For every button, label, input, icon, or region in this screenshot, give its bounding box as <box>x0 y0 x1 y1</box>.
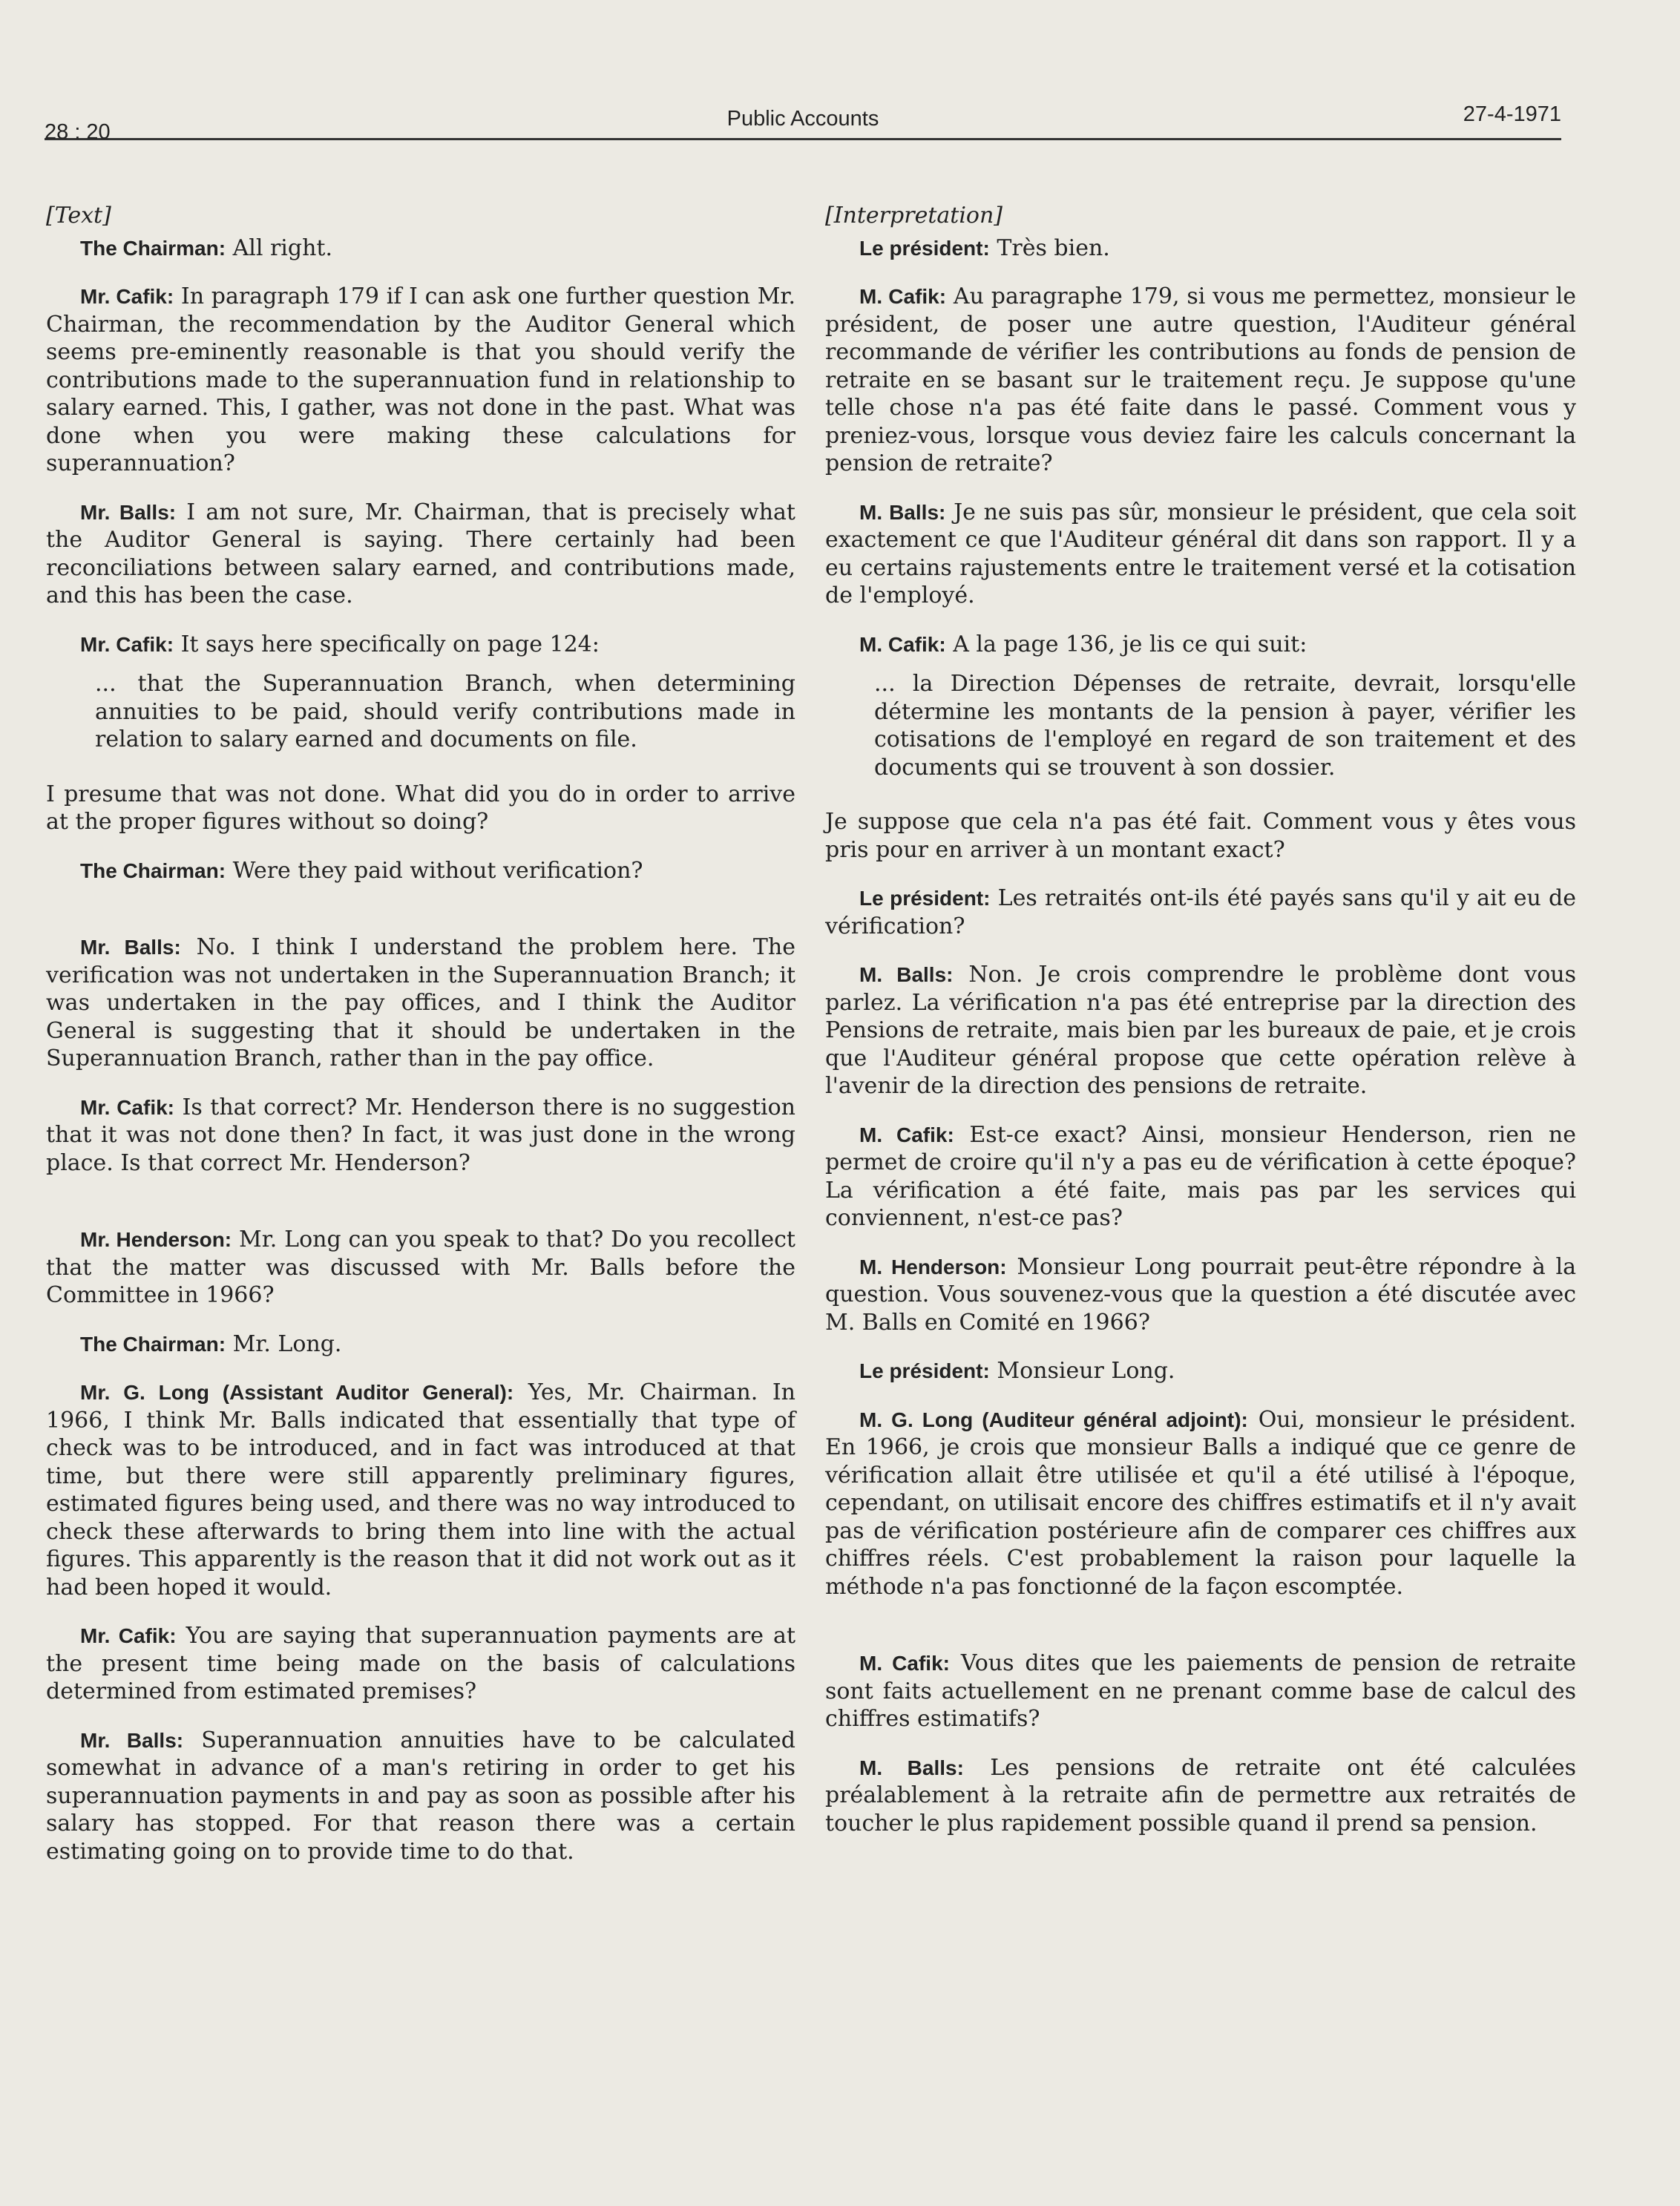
paragraph <box>825 283 1576 478</box>
english-column <box>46 202 795 1886</box>
speech-text: A la page 136, je lis ce qui suit: <box>953 631 1307 657</box>
speech-text: All right. <box>232 234 333 261</box>
language-marker: [Text] <box>46 203 111 229</box>
speech-text: In paragraph 179 if I can ask one further question Mr. Chairman, the recommendation by the Auditor General which seems pre-eminently reasonable is that you should verify the contributions made to the superannuation fund in relationship to salary earned. This, I gather, was not done in the past. What was done when you were making these calculations for superannuation? <box>46 283 795 476</box>
speaker-name: Mr. Balls: <box>80 1728 184 1752</box>
paragraph <box>825 1357 1576 1385</box>
speaker-name: Le président: <box>859 236 990 260</box>
paragraph <box>825 1253 1576 1337</box>
speech-text: Is that correct? Mr. Henderson there is no suggestion that it was not done then? In fact, it was just done in the wrong place. Is that correct Mr. Henderson? <box>46 1094 795 1176</box>
paragraph <box>46 781 795 836</box>
speech-text: Oui, monsieur le président. En 1966, je crois que monsieur Balls a indiqué que ce genre de vérification allait être utilisée et qu'il a été utilisé à l'époque, cependant, on utilisait encore des chiffres estimatifs et il n'y avait pas de vérification postérieure afin de comparer ces chiffres aux chiffres réels. C'est probablement la raison pour laquelle la méthode n'a pas fonctionné de la façon escomptée. <box>825 1406 1576 1600</box>
speech-text: Au paragraphe 179, si vous me permettez, monsieur le président, de poser une autre question, l'Auditeur général recommande de vérifier les contributions au fonds de pension de retraite en se basant sur le traitement reçu. Je suppose qu'une telle chose n'a pas été faite dans le passé. Comment vous y preniez-vous, lorsque vous deviez faire les calculs concernant la pension de retraite? <box>825 283 1576 476</box>
speech-text: Mr. Long. <box>232 1330 342 1357</box>
speaker-name: The Chairman: <box>80 859 226 882</box>
speaker-name: M. Cafik: <box>859 1652 950 1675</box>
speech-text: Mr. Long can you speak to that? Do you recollect that the matter was discussed with Mr. Balls before the Committee in 1966? <box>46 1227 795 1308</box>
speech-text: Je ne suis pas sûr, monsieur le président, que cela soit exactement ce que l'Auditeur général dit dans son rapport. Il y a eu certains rajustements entre le traitement versé et la cotisation de l'employé. <box>825 499 1576 608</box>
speaker-name: Mr. Cafik: <box>80 632 174 656</box>
block-quote: ... la Direction Dépenses de retraite, devrait, lorsqu'elle détermine les montants de la pension à payer, vérifier les cotisations de l'employé en regard de son traitement et des documents qui se trouvent à son dossier. <box>874 671 1576 781</box>
speech-text: Les retraités ont-ils été payés sans qu'il y ait eu de vérification? <box>825 885 1577 939</box>
paragraph <box>46 933 795 1073</box>
speaker-name: Mr. Balls: <box>80 500 177 524</box>
speech-text: I am not sure, Mr. Chairman, that is precisely what the Auditor General is saying. There certainly had been reconciliations between salary earned, and contributions made, and this has been the case. <box>46 499 795 608</box>
paragraph <box>46 631 795 659</box>
speaker-name: M. Balls: <box>859 963 954 986</box>
speech-text: Superannuation annuities have to be calculated somewhat in advance of a man's retiring in order to get his superannuation payments in and pay as soon as possible after his salary has stopped. For that reason there was a certain estimating going on to provide time to do that. <box>46 1727 795 1865</box>
speaker-name: M. Balls: <box>859 500 946 524</box>
paragraph <box>825 1406 1576 1601</box>
speaker-name: Le président: <box>859 887 991 910</box>
language-marker: [Interpretation] <box>825 203 1003 229</box>
speaker-name: Mr. Cafik: <box>80 1095 175 1119</box>
speaker-name: Mr. Henderson: <box>80 1228 232 1251</box>
speech-text: Est-ce exact? Ainsi, monsieur Henderson, rien ne permet de croire qu'il n'y a pas eu de vérification à cette époque? La vérification a été faite, mais pas par les services qui conviennent, n'est-ce pas? <box>825 1121 1576 1231</box>
speaker-name: M. Cafik: <box>859 1123 954 1146</box>
speech-text: Je suppose que cela n'a pas été fait. Comment vous y êtes vous pris pour en arriver à un montant exact? <box>825 809 1576 863</box>
speech-text: Yes, Mr. Chairman. In 1966, I think Mr. Balls indicated that essentially that type of check was to be introduced, and in fact was introduced at that time, but there were still apparently preliminary figures, estimated figures being used, and there was no way introduced to check these afterwards to bring them into line with the actual figures. This apparently is the reason that it did not work out as it had been hoped it would. <box>46 1379 795 1601</box>
speaker-name: The Chairman: <box>80 236 226 260</box>
speaker-name: M. Cafik: <box>859 632 946 656</box>
paragraph <box>825 808 1576 864</box>
speaker-name: M. Henderson: <box>859 1255 1007 1278</box>
paragraph <box>825 234 1576 263</box>
paragraph <box>825 631 1576 659</box>
speech-text: Were they paid without verification? <box>232 857 643 884</box>
speech-text: Les pensions de retraite ont été calculées préalablement à la retraite afin de permettre aux retraités de toucher le plus rapidement possible quand il prend sa pension. <box>825 1754 1576 1836</box>
paragraph <box>825 884 1576 940</box>
french-column <box>825 202 1576 1858</box>
paragraph <box>825 961 1576 1100</box>
block-quote: ... that the Superannuation Branch, when determining annuities to be paid, should verify contributions made in relation to salary earned and documents on file. <box>95 671 795 752</box>
speech-text: I presume that was not done. What did you do in order to arrive at the proper figures without so doing? <box>46 781 795 835</box>
speech-text: You are saying that superannuation payments are at the present time being made on the basis of calculations determined from estimated premises? <box>46 1623 795 1704</box>
speaker-name: Le président: <box>859 1359 990 1382</box>
speech-text: No. I think I understand the problem here. The verification was not undertaken in the Superannuation Branch; it was undertaken in the pay offices, and I think the Auditor General is suggesting that it should be undertaken in the Superannuation Branch, rather than in the pay office. <box>46 934 795 1071</box>
paragraph <box>825 1121 1576 1232</box>
page-number: 28 : 20 <box>45 120 111 144</box>
speech-text: Très bien. <box>997 234 1110 261</box>
speaker-name: Mr. G. Long (Assistant Auditor General): <box>80 1381 514 1404</box>
paragraph <box>46 1094 795 1178</box>
paragraph <box>46 283 795 478</box>
speech-text: Non. Je crois comprendre le problème dont vous parlez. La vérification n'a pas été entreprise par la direction des Pensions de retraite, mais bien par les bureaux de paie, et je crois que l'Auditeur général propose que cette opération relève à l'avenir de la direction des pensions de retraite. <box>825 962 1576 1099</box>
paragraph <box>46 234 795 263</box>
paragraph <box>46 1622 795 1706</box>
speech-text: Monsieur Long pourrait peut-être répondre à la question. Vous souvenez-vous que la question a été discutée avec M. Balls en Comité en 1966? <box>825 1253 1576 1336</box>
speaker-name: M. Balls: <box>859 1756 964 1779</box>
paragraph <box>825 1649 1576 1733</box>
paragraph <box>46 499 795 610</box>
paragraph <box>46 1727 795 1866</box>
page-header <box>45 102 1561 144</box>
running-title: Public Accounts <box>726 107 879 131</box>
speaker-name: Mr. Cafik: <box>80 1624 177 1647</box>
paragraph <box>46 1330 795 1359</box>
speech-text: Vous dites que les paiements de pension de retraite sont faits actuellement en ne prenant comme base de calcul des chiffres estimatifs? <box>825 1650 1576 1732</box>
page-date: 27-4-1971 <box>1463 102 1561 126</box>
paragraph <box>825 1754 1576 1838</box>
speaker-name: Mr. Cafik: <box>80 285 174 308</box>
speaker-name: M. Cafik: <box>859 285 947 308</box>
paragraph <box>46 1379 795 1601</box>
speaker-name: The Chairman: <box>80 1332 226 1356</box>
speaker-name: Mr. Balls: <box>80 936 181 959</box>
paragraph <box>825 499 1576 610</box>
speech-text: It says here specifically on page 124: <box>180 631 600 657</box>
speaker-name: M. G. Long (Auditeur général adjoint): <box>859 1408 1248 1431</box>
speech-text: Monsieur Long. <box>997 1358 1175 1384</box>
paragraph <box>46 1226 795 1310</box>
paragraph <box>46 857 795 885</box>
